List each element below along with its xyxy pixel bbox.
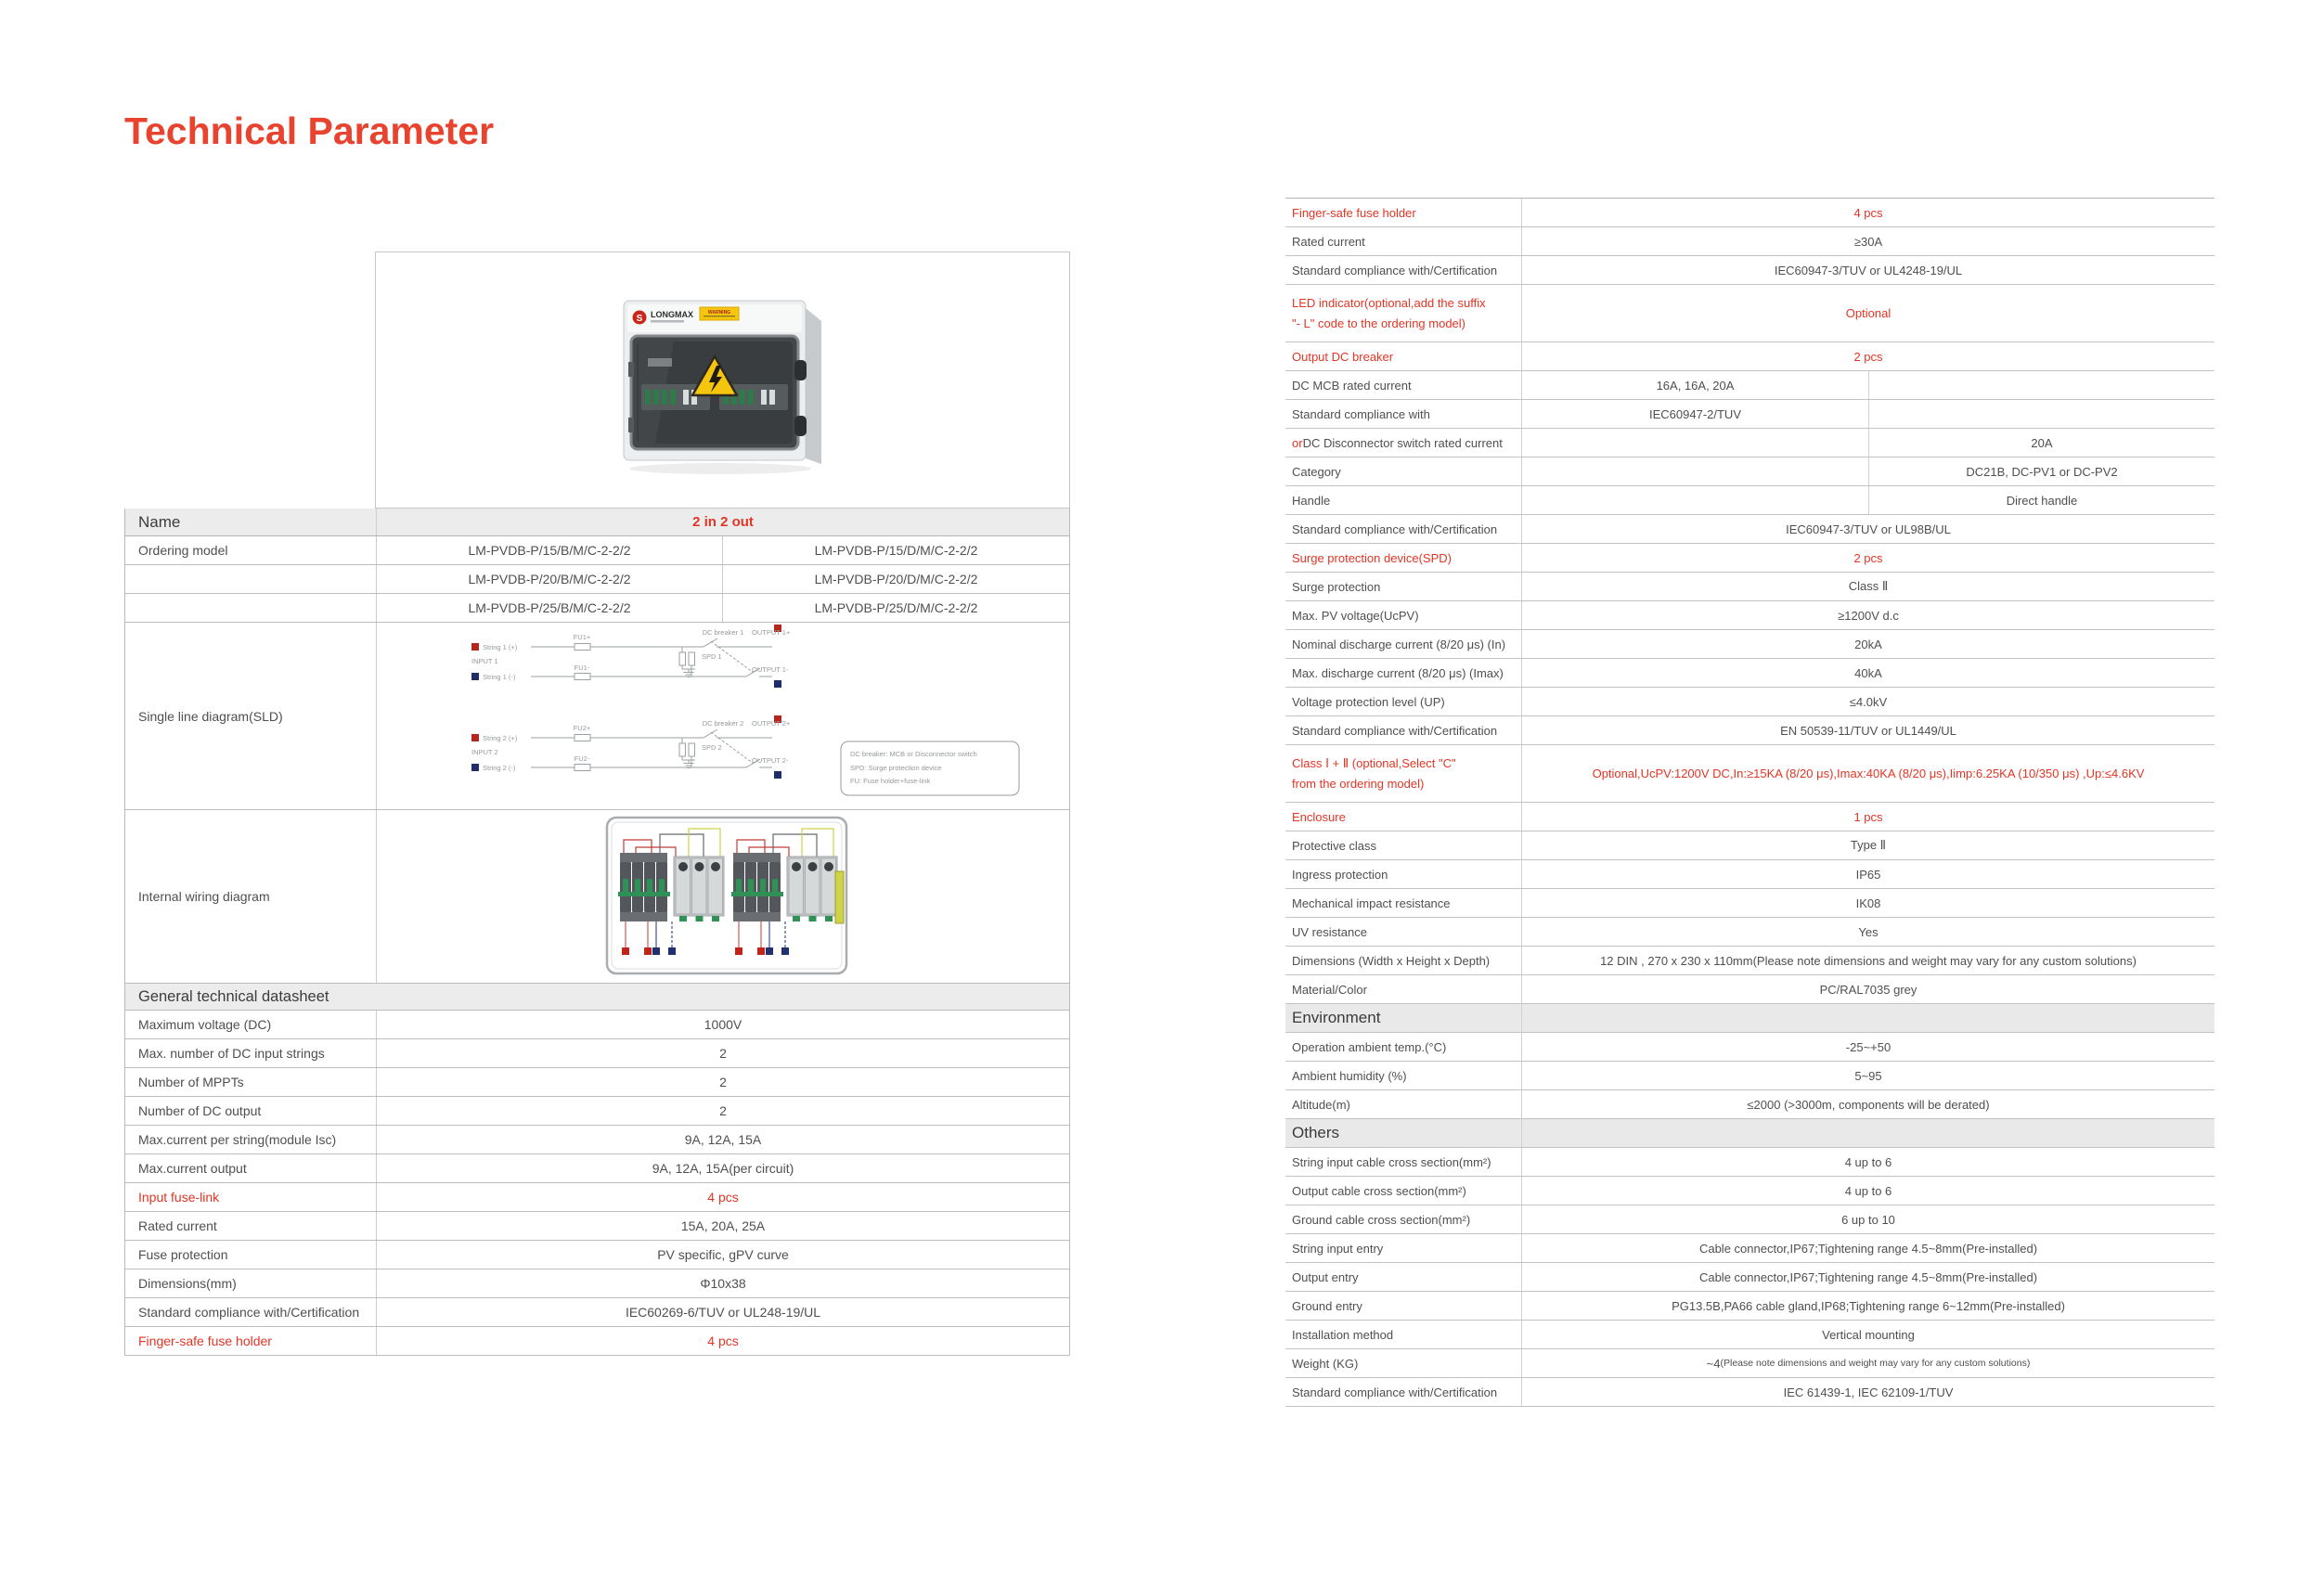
row-value-right: DC21B, DC-PV1 or DC-PV2 bbox=[1868, 457, 2214, 485]
row-label: Operation ambient temp.(°C) bbox=[1285, 1033, 1522, 1061]
row-label: Handle bbox=[1285, 486, 1522, 514]
left-table-row bbox=[125, 1068, 1069, 1097]
row-value: 4 pcs bbox=[707, 1334, 739, 1348]
section-filler bbox=[1522, 1004, 2214, 1032]
sld-cell bbox=[377, 623, 1071, 809]
weight-note: (Please note dimensions and weight may vary for any custom solutions) bbox=[1720, 1358, 2031, 1369]
sld-labels-group2 bbox=[471, 719, 791, 772]
svg-text:SPD 2: SPD 2 bbox=[702, 742, 722, 752]
svg-text:FU: Fuse holder+fuse-link: FU: Fuse holder+fuse-link bbox=[850, 776, 931, 785]
single-line-diagram bbox=[377, 623, 1071, 810]
row-value: 15A, 20A, 25A bbox=[680, 1218, 766, 1233]
ordering-model-row bbox=[125, 565, 1069, 594]
ordering-model-value: LM-PVDB-P/15/D/M/C-2-2/2 bbox=[814, 543, 978, 558]
section-title: Others bbox=[1285, 1119, 1522, 1147]
svg-text:S: S bbox=[636, 313, 642, 324]
row-value: -25~+50 bbox=[1845, 1039, 1891, 1054]
hinge-left bbox=[628, 362, 634, 377]
ordering-model-value: LM-PVDB-P/25/B/M/C-2-2/2 bbox=[377, 594, 723, 622]
row-value: 2 bbox=[719, 1046, 727, 1061]
left-table-row bbox=[125, 1154, 1069, 1183]
row-label: Maximum voltage (DC) bbox=[125, 1011, 377, 1038]
row-value: 2 pcs bbox=[1853, 349, 1883, 364]
svg-text:DC breaker 2: DC breaker 2 bbox=[702, 718, 744, 728]
row-label: Input fuse-link bbox=[125, 1183, 377, 1211]
svg-text:LONGMAX: LONGMAX bbox=[650, 309, 693, 319]
row-label: Finger-safe fuse holder bbox=[125, 1327, 377, 1355]
row-value: 9A, 12A, 15A bbox=[684, 1132, 762, 1147]
row-value: Φ10x38 bbox=[700, 1276, 746, 1291]
row-label: Standard compliance with/Certification bbox=[1285, 515, 1522, 543]
row-value-left bbox=[1522, 429, 1868, 457]
section-header-row bbox=[1285, 1004, 2214, 1033]
right-table-row bbox=[1285, 429, 2214, 457]
right-table-row bbox=[1285, 716, 2214, 745]
right-table-row bbox=[1285, 1205, 2214, 1234]
row-value: Optional,UcPV:1200V DC,In:≥15KA (8/20 μs),Imax:40KA (8/20 μs),Iimp:6.25KA (10/350 μs) ,Up:≤4.6KV bbox=[1592, 767, 2145, 780]
svg-text:DC breaker 1: DC breaker 1 bbox=[702, 627, 744, 637]
row-value: EN 50539-11/TUV or UL1449/UL bbox=[1780, 723, 1956, 738]
wiring-label: Internal wiring diagram bbox=[125, 810, 377, 983]
right-table-row bbox=[1285, 1234, 2214, 1263]
row-label: Max. PV voltage(UcPV) bbox=[1285, 601, 1522, 629]
row-value: 2 bbox=[719, 1075, 727, 1089]
sld-labels-group1 bbox=[471, 628, 791, 681]
row-value-left: IEC60947-2/TUV bbox=[1649, 406, 1741, 421]
row-value: Cable connector,IP67;Tightening range 4.5~8mm(Pre-installed) bbox=[1698, 1241, 2038, 1256]
row-value: IEC 61439-1, IEC 62109-1/TUV bbox=[1783, 1385, 1954, 1399]
left-table-body bbox=[124, 509, 1070, 1356]
row-label: Mechanical impact resistance bbox=[1285, 889, 1522, 917]
left-section-header: General technical datasheet bbox=[125, 984, 1069, 1011]
row-label: Ground entry bbox=[1285, 1292, 1522, 1320]
ordering-model-label bbox=[125, 594, 377, 622]
right-table-row bbox=[1285, 1177, 2214, 1205]
row-label: Weight (KG) bbox=[1285, 1349, 1522, 1377]
svg-text:FU2+: FU2+ bbox=[573, 723, 591, 732]
svg-text:OUTPUT 1+: OUTPUT 1+ bbox=[752, 627, 791, 637]
section-filler bbox=[1522, 1119, 2214, 1147]
product-image bbox=[616, 282, 830, 479]
row-label: Output DC breaker bbox=[1285, 342, 1522, 370]
row-value-right bbox=[1868, 371, 2214, 399]
ordering-model-label bbox=[125, 565, 377, 593]
row-label bbox=[1285, 429, 1522, 457]
right-table-row bbox=[1285, 285, 2214, 342]
group-header: 2 in 2 out bbox=[692, 514, 754, 530]
svg-text:OUTPUT 1-: OUTPUT 1- bbox=[752, 664, 789, 674]
enclosure-side bbox=[806, 308, 821, 464]
row-value: 1 pcs bbox=[1853, 809, 1883, 824]
row-value: 2 pcs bbox=[1853, 550, 1883, 565]
row-value: 4 pcs bbox=[1853, 205, 1883, 220]
svg-text:String 1 (+): String 1 (+) bbox=[483, 642, 518, 651]
row-value: PC/RAL7035 grey bbox=[1819, 982, 1917, 997]
right-table-row bbox=[1285, 831, 2214, 860]
svg-text:FU1+: FU1+ bbox=[573, 632, 591, 641]
row-value: ≤4.0kV bbox=[1849, 694, 1888, 709]
row-value: Type Ⅱ bbox=[1850, 838, 1887, 852]
row-value: 40kA bbox=[1854, 665, 1882, 680]
right-table-row bbox=[1285, 486, 2214, 515]
row-label: Ingress protection bbox=[1285, 860, 1522, 888]
row-label: Fuse protection bbox=[125, 1241, 377, 1269]
right-table-row bbox=[1285, 1148, 2214, 1177]
svg-text:OUTPUT 2-: OUTPUT 2- bbox=[752, 755, 789, 765]
label-line-2: "- L" code to the ordering model) bbox=[1292, 316, 1465, 330]
left-table-row bbox=[125, 1097, 1069, 1126]
row-label: Finger-safe fuse holder bbox=[1285, 199, 1522, 226]
row-value-left bbox=[1522, 457, 1868, 485]
right-table-row bbox=[1285, 1378, 2214, 1407]
row-label: Material/Color bbox=[1285, 975, 1522, 1003]
label-line-2: from the ordering model) bbox=[1292, 777, 1425, 791]
row-label bbox=[1285, 285, 1522, 341]
row-value: ≥30A bbox=[1853, 234, 1883, 249]
row-value: 4 pcs bbox=[707, 1190, 739, 1205]
ordering-model-value: LM-PVDB-P/15/B/M/C-2-2/2 bbox=[377, 536, 723, 564]
svg-text:OUTPUT 2+: OUTPUT 2+ bbox=[752, 718, 791, 728]
row-label: DC MCB rated current bbox=[1285, 371, 1522, 399]
right-table-row bbox=[1285, 342, 2214, 371]
row-value: Vertical mounting bbox=[1822, 1327, 1915, 1342]
row-label: Enclosure bbox=[1285, 803, 1522, 831]
weight-value: ~4 bbox=[1706, 1356, 1721, 1371]
section-header-row bbox=[1285, 1119, 2214, 1148]
svg-text:FU2-: FU2- bbox=[574, 754, 590, 763]
row-label: Nominal discharge current (8/20 μs) (In) bbox=[1285, 630, 1522, 658]
label-text: DC Disconnector switch rated current bbox=[1302, 435, 1503, 450]
svg-text:SPD: Surge protection device: SPD: Surge protection device bbox=[850, 763, 942, 772]
row-value: ≥1200V d.c bbox=[1838, 608, 1899, 623]
row-value: Optional bbox=[1845, 306, 1891, 320]
row-value-right: Direct handle bbox=[1868, 486, 2214, 514]
row-label: Number of MPPTs bbox=[125, 1068, 377, 1096]
row-value: 6 up to 10 bbox=[1841, 1212, 1895, 1227]
row-value bbox=[1522, 1349, 2214, 1377]
right-table-row bbox=[1285, 400, 2214, 429]
internal-wiring-diagram bbox=[377, 810, 1071, 984]
name-header: Name bbox=[125, 509, 377, 535]
row-value-left bbox=[1522, 486, 1868, 514]
row-label: Standard compliance with/Certification bbox=[1285, 1378, 1522, 1406]
right-table-row bbox=[1285, 1033, 2214, 1062]
right-table-row bbox=[1285, 889, 2214, 918]
row-label: Ambient humidity (%) bbox=[1285, 1062, 1522, 1089]
hinge-knob bbox=[794, 360, 807, 380]
row-label: Standard compliance with/Certification bbox=[1285, 256, 1522, 284]
warning-sticker bbox=[700, 307, 739, 320]
left-table-row bbox=[125, 1269, 1069, 1298]
row-label: Standard compliance with/Certification bbox=[125, 1298, 377, 1326]
svg-text:String 2 (+): String 2 (+) bbox=[483, 733, 518, 742]
row-label: Output cable cross section(mm²) bbox=[1285, 1177, 1522, 1205]
right-table-row bbox=[1285, 803, 2214, 831]
right-table-row bbox=[1285, 947, 2214, 975]
ordering-model-label: Ordering model bbox=[125, 536, 377, 564]
sld-row bbox=[125, 623, 1069, 810]
svg-text:String 1 (-): String 1 (-) bbox=[483, 672, 516, 681]
ordering-model-value: LM-PVDB-P/20/D/M/C-2-2/2 bbox=[814, 572, 978, 586]
right-table-row bbox=[1285, 630, 2214, 659]
svg-text:DC breaker: MCB or Disconnecto: DC breaker: MCB or Disconnector switch bbox=[850, 749, 977, 758]
ordering-model-row bbox=[125, 594, 1069, 623]
product-photo-row bbox=[124, 251, 1070, 509]
row-label: Surge protection bbox=[1285, 573, 1522, 600]
row-value-right: 20A bbox=[1868, 429, 2214, 457]
left-spec-table bbox=[124, 251, 1070, 1356]
ordering-model-value: LM-PVDB-P/20/B/M/C-2-2/2 bbox=[377, 565, 723, 593]
wiring-row bbox=[125, 810, 1069, 984]
row-label: Number of DC output bbox=[125, 1097, 377, 1125]
product-photo-cell bbox=[375, 251, 1070, 509]
section-title: Environment bbox=[1285, 1004, 1522, 1032]
row-value: Cable connector,IP67;Tightening range 4.5~8mm(Pre-installed) bbox=[1698, 1269, 2038, 1284]
right-table-row bbox=[1285, 227, 2214, 256]
row-label: Dimensions (Width x Height x Depth) bbox=[1285, 947, 1522, 974]
right-table-row bbox=[1285, 199, 2214, 227]
row-value: IEC60269-6/TUV or UL248-19/UL bbox=[625, 1305, 821, 1320]
row-label: Category bbox=[1285, 457, 1522, 485]
row-label: Dimensions(mm) bbox=[125, 1269, 377, 1297]
row-label: Voltage protection level (UP) bbox=[1285, 688, 1522, 715]
row-label: Rated current bbox=[125, 1212, 377, 1240]
label-line-1: LED indicator(optional,add the suffix bbox=[1292, 296, 1486, 311]
row-label: Max. number of DC input strings bbox=[125, 1039, 377, 1067]
row-value: PG13.5B,PA66 cable gland,IP68;Tightening range 6~12mm(Pre-installed) bbox=[1672, 1298, 2065, 1313]
row-label: Output entry bbox=[1285, 1263, 1522, 1291]
right-spec-table bbox=[1285, 198, 2214, 1407]
right-table-row bbox=[1285, 1263, 2214, 1292]
right-table-row bbox=[1285, 1090, 2214, 1119]
label-line-1: Class Ⅰ + Ⅱ (optional,Select "C" bbox=[1292, 756, 1456, 770]
row-label: Altitude(m) bbox=[1285, 1090, 1522, 1118]
row-label bbox=[1285, 745, 1522, 802]
svg-text:INPUT 1: INPUT 1 bbox=[471, 656, 498, 665]
right-table-row bbox=[1285, 457, 2214, 486]
row-value: ≤2000 (>3000m, components will be derated) bbox=[1747, 1097, 1990, 1112]
left-table-row bbox=[125, 1212, 1069, 1241]
row-label: Rated current bbox=[1285, 227, 1522, 255]
right-table-row bbox=[1285, 745, 2214, 803]
right-table-row bbox=[1285, 601, 2214, 630]
right-table-row bbox=[1285, 515, 2214, 544]
row-value: 9A, 12A, 15A(per circuit) bbox=[652, 1161, 794, 1176]
left-table-row bbox=[125, 1183, 1069, 1212]
left-table-row bbox=[125, 1011, 1069, 1039]
row-label: Standard compliance with bbox=[1285, 400, 1522, 428]
row-value: IEC60947-3/TUV or UL4248-19/UL bbox=[1774, 263, 1963, 277]
row-value: 20kA bbox=[1854, 637, 1882, 651]
right-table-row bbox=[1285, 256, 2214, 285]
right-table-row bbox=[1285, 1062, 2214, 1090]
right-table-row bbox=[1285, 1349, 2214, 1378]
right-table-row bbox=[1285, 918, 2214, 947]
ground-terminal-block bbox=[835, 871, 844, 923]
ordering-model-value: LM-PVDB-P/25/D/M/C-2-2/2 bbox=[814, 600, 978, 615]
row-label: Max.current per string(module Isc) bbox=[125, 1126, 377, 1153]
row-label: String input cable cross section(mm²) bbox=[1285, 1148, 1522, 1176]
shadow bbox=[629, 463, 811, 474]
row-value: PV specific, gPV curve bbox=[657, 1247, 789, 1262]
right-table-row bbox=[1285, 544, 2214, 573]
row-value-left: 16A, 16A, 20A bbox=[1656, 378, 1735, 393]
right-table-row bbox=[1285, 1292, 2214, 1321]
page-title: Technical Parameter bbox=[124, 110, 495, 152]
row-value: 4 up to 6 bbox=[1844, 1154, 1892, 1169]
svg-text:INPUT 2: INPUT 2 bbox=[471, 747, 498, 756]
left-table-rows bbox=[125, 1011, 1069, 1356]
right-table-row bbox=[1285, 688, 2214, 716]
row-value: 1000V bbox=[704, 1017, 742, 1032]
wiring-cell bbox=[377, 810, 1071, 983]
row-label: Installation method bbox=[1285, 1321, 1522, 1348]
row-value: 5~95 bbox=[1854, 1068, 1882, 1083]
row-label: UV resistance bbox=[1285, 918, 1522, 946]
row-value: 2 bbox=[719, 1103, 727, 1118]
row-value: 4 up to 6 bbox=[1844, 1183, 1892, 1198]
row-value: Class Ⅱ bbox=[1848, 579, 1889, 593]
row-label: Protective class bbox=[1285, 831, 1522, 859]
sld-label: Single line diagram(SLD) bbox=[125, 623, 377, 809]
right-table-row bbox=[1285, 1321, 2214, 1349]
left-table-row bbox=[125, 1039, 1069, 1068]
right-table-row bbox=[1285, 860, 2214, 889]
ordering-model-rows bbox=[125, 536, 1069, 623]
left-table-row bbox=[125, 1241, 1069, 1269]
right-table-rows bbox=[1285, 199, 2214, 1407]
right-table-row bbox=[1285, 573, 2214, 601]
row-value: 12 DIN , 270 x 230 x 110mm(Please note dimensions and weight may vary for any custom solutions) bbox=[1600, 953, 2137, 968]
row-label: Max. discharge current (8/20 μs) (Imax) bbox=[1285, 659, 1522, 687]
svg-text:WARNING: WARNING bbox=[707, 309, 730, 316]
right-table-row bbox=[1285, 371, 2214, 400]
row-value: Yes bbox=[1858, 924, 1879, 939]
sld-legend bbox=[841, 741, 1019, 795]
hinge-left bbox=[628, 418, 634, 432]
right-table-row bbox=[1285, 975, 2214, 1004]
row-label: Surge protection device(SPD) bbox=[1285, 544, 1522, 572]
left-table-row bbox=[125, 1126, 1069, 1154]
label-prefix: or bbox=[1292, 435, 1303, 450]
svg-text:SPD 1: SPD 1 bbox=[702, 651, 722, 661]
svg-text:FU1-: FU1- bbox=[574, 663, 590, 672]
rating-label bbox=[648, 358, 672, 367]
row-label: String input entry bbox=[1285, 1234, 1522, 1262]
hinge-knob bbox=[794, 416, 807, 436]
row-label: Standard compliance with/Certification bbox=[1285, 716, 1522, 744]
row-value: IEC60947-3/TUV or UL98B/UL bbox=[1786, 522, 1951, 536]
row-label: Ground cable cross section(mm²) bbox=[1285, 1205, 1522, 1233]
left-table-header-row bbox=[125, 509, 1069, 536]
left-table-row bbox=[125, 1327, 1069, 1356]
svg-text:String 2 (-): String 2 (-) bbox=[483, 763, 516, 772]
right-table-row bbox=[1285, 659, 2214, 688]
ordering-model-row bbox=[125, 536, 1069, 565]
left-table-row bbox=[125, 1298, 1069, 1327]
row-label: Max.current output bbox=[125, 1154, 377, 1182]
row-value: IP65 bbox=[1855, 867, 1881, 882]
row-value: IK08 bbox=[1855, 896, 1881, 910]
row-value-right bbox=[1868, 400, 2214, 428]
